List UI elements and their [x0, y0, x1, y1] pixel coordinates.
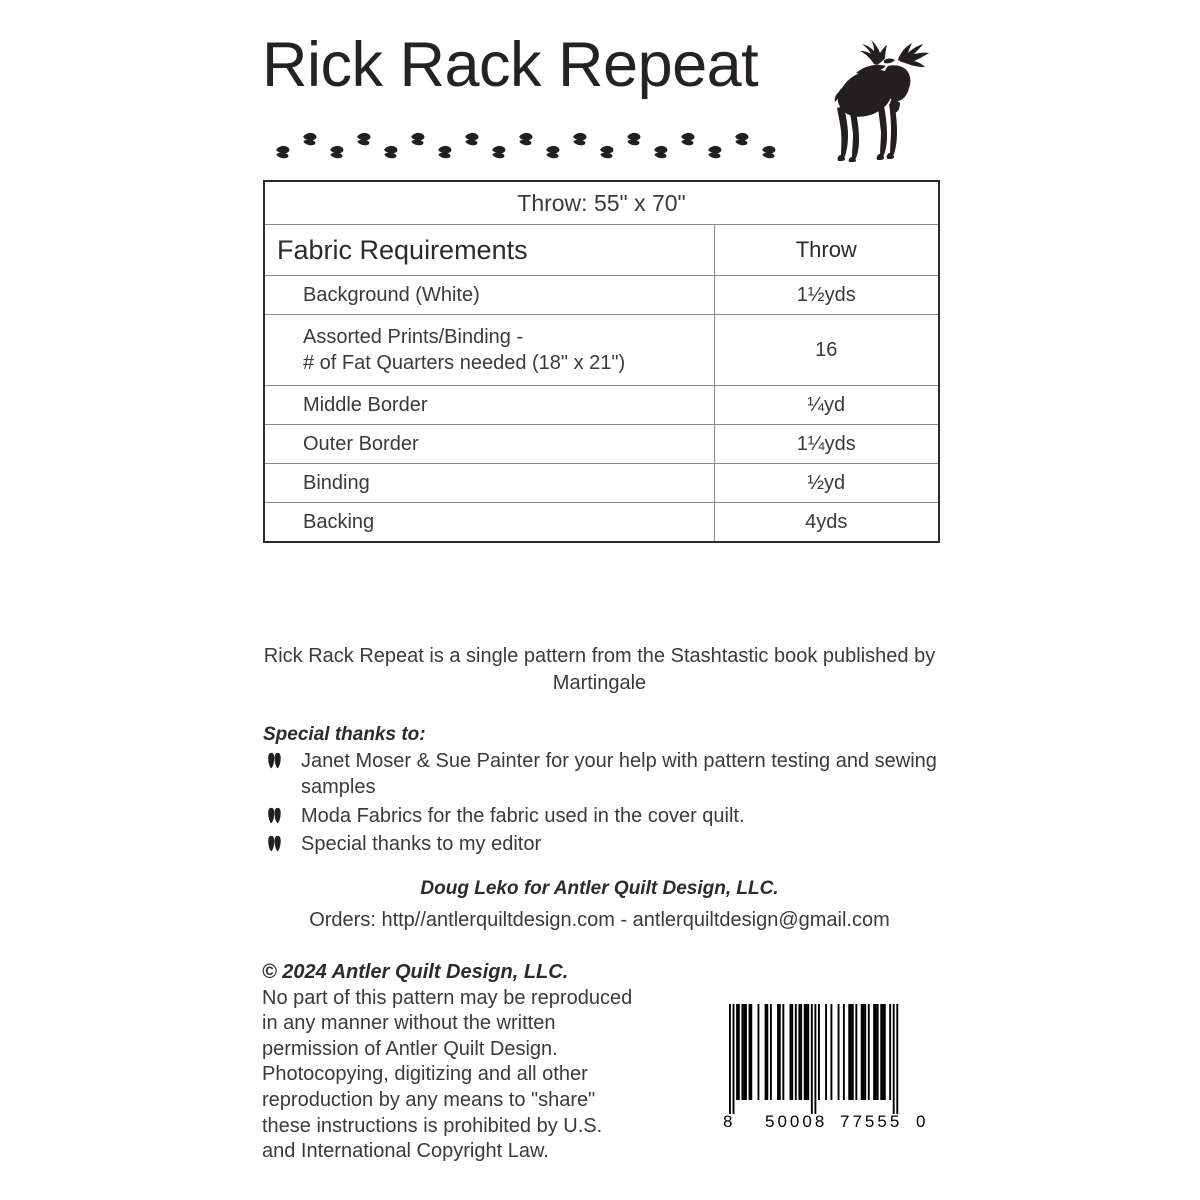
table-row — [265, 276, 938, 315]
table-row — [265, 386, 938, 425]
copyright-terms-line: these instructions is prohibited by U.S. — [262, 1114, 603, 1137]
hoof-print-bullet-icon — [267, 835, 282, 853]
column-header-throw: Throw — [714, 225, 938, 276]
list-item — [263, 831, 943, 857]
copyright-terms-line: reproduction by any means to "share" — [262, 1088, 596, 1111]
hoof-print-bullet-icon — [267, 807, 282, 825]
table-row — [265, 315, 938, 386]
designer-credit: Doug Leko for Antler Quilt Design, LLC. — [420, 878, 779, 899]
table-row — [265, 503, 938, 542]
hoof-print-bullet-icon — [267, 752, 282, 770]
quilt-size-label: Throw: 55" x 70" — [517, 189, 686, 216]
copyright-terms-line: in any manner without the written — [262, 1012, 556, 1035]
orders-contact-line: Orders: http//antlerquiltdesign.com - antlerquiltdesign@gmail.com — [309, 909, 890, 931]
svg-text:0: 0 — [916, 1112, 926, 1131]
fabric-label-line2: # of Fat Quarters needed (18" x 21") — [303, 352, 626, 374]
fabric-amount: 4yds — [714, 503, 938, 542]
list-item — [263, 748, 943, 801]
book-attribution-note: Rick Rack Repeat is a single pattern from the Stashtastic book published by Martingale — [263, 645, 936, 694]
table-header-row — [265, 225, 938, 276]
upc-barcode-image — [703, 1000, 933, 1132]
special-thanks-list — [263, 748, 943, 860]
fabric-label-line1: Assorted Prints/Binding - — [303, 325, 524, 348]
copyright-terms-line: No part of this pattern may be reproduced — [262, 986, 633, 1009]
copyright-terms-line: and International Copyright Law. — [262, 1140, 549, 1163]
copyright-notice: © 2024 Antler Quilt Design, LLC. — [262, 961, 569, 983]
table-row — [265, 425, 938, 464]
fabric-label: Background (White) — [265, 276, 714, 315]
list-item-text: Moda Fabrics for the fabric used in the cover quilt. — [301, 804, 745, 827]
copyright-terms — [262, 986, 662, 1165]
svg-text:50008: 50008 — [765, 1112, 828, 1131]
list-item — [263, 803, 943, 829]
list-item-text: Special thanks to my editor — [301, 833, 542, 856]
header — [0, 0, 1200, 175]
copyright-terms-line: Photocopying, digitizing and all other — [262, 1063, 588, 1086]
special-thanks-heading: Special thanks to: — [263, 724, 426, 745]
fabric-amount: ¼yd — [714, 386, 938, 425]
fabric-amount: ½yd — [714, 464, 938, 503]
fabric-amount: 16 — [714, 315, 938, 386]
fabric-label — [265, 315, 714, 386]
moose-silhouette-icon — [826, 30, 948, 162]
page-title: Rick Rack Repeat — [262, 30, 759, 100]
fabric-label: Backing — [265, 503, 714, 542]
fabric-label: Outer Border — [265, 425, 714, 464]
table-row — [265, 464, 938, 503]
table-row-size — [265, 182, 938, 225]
fabric-requirements-table — [263, 180, 940, 543]
fabric-label: Middle Border — [265, 386, 714, 425]
list-item-text: Janet Moser & Sue Painter for your help with pattern testing and sewing samples — [301, 750, 937, 799]
fabric-label: Binding — [265, 464, 714, 503]
fabric-amount: 1½yds — [714, 276, 938, 315]
hoof-print-trail-icon — [276, 128, 796, 162]
copyright-terms-line: permission of Antler Quilt Design. — [262, 1037, 558, 1060]
column-header-requirements: Fabric Requirements — [265, 225, 714, 276]
fabric-amount: 1¼yds — [714, 425, 938, 464]
copyright-block — [262, 960, 662, 1165]
svg-text:77555: 77555 — [840, 1112, 903, 1131]
barcode — [703, 1000, 933, 1132]
svg-text:8: 8 — [723, 1112, 733, 1131]
